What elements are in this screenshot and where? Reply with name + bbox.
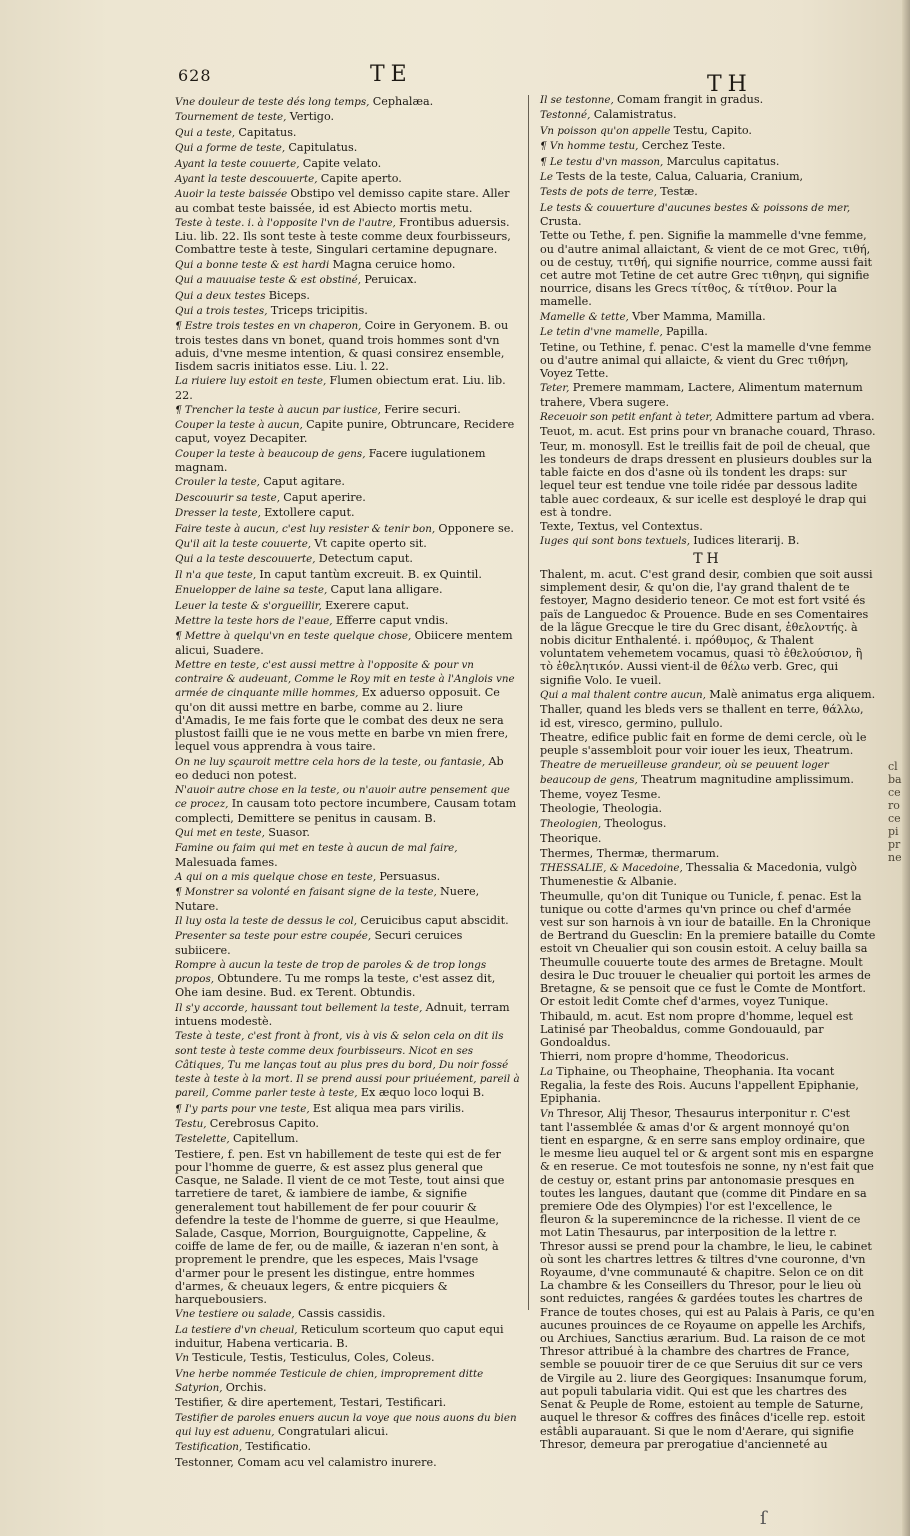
dictionary-entry <box>540 890 876 1009</box>
entry-latin: Theorique. <box>540 832 602 846</box>
entry-latin: Cephalæa. <box>372 95 434 108</box>
entry-french: Qui a mauuaise teste & est obstiné, <box>175 274 365 287</box>
dictionary-entry <box>540 310 876 324</box>
dictionary-entry <box>540 440 876 519</box>
dictionary-entry <box>540 861 876 888</box>
entry-latin: Facere iugulationem magnam. <box>175 446 486 475</box>
dictionary-entry <box>175 1367 520 1395</box>
entry-french: Qu'il ait la teste couuerte, <box>175 538 315 551</box>
entry-latin: Testu, Capito. <box>673 123 752 137</box>
entry-french: Faire teste à aucun, c'est luy resister & tenir bon, <box>175 522 439 535</box>
entry-latin: Testiere, f. pen. Est vn habillement de teste qui est de fer pour l'homme de guerre, & est assez plus general que Casque, ne Salade. Il vient de ce mot Teste, tout ainsi que tarretiere de taret, & iambiere de iambe, & signifie generalement tout habillement de fer pour couurir & defendre la teste de l'homme de guerre, si que Heaulme, Salade, Casque, Morrion, Bourguignotte, Cappeline, & coiffe de lame de fer, ou de maille, & iazeran n'en sont, à proprement le prendre, que les especes, Mais l'vsage d'armer pour le present les distingue, entre hommes d'armes, & cheuaux legers, & entre picquiers & harquebousiers. <box>175 1147 505 1306</box>
entry-french: ¶ Mettre à quelqu'vn en teste quelque chose, <box>175 630 415 643</box>
entry-french: N'auoir autre chose en la teste, ou n'auoir autre pensement que ce procez, <box>175 784 510 811</box>
dictionary-entry <box>175 1396 520 1409</box>
entry-latin: Tiphaine, ou Theophaine, Theophania. Ita vocant Regalia, la feste des Rois. Aucuns l'appellent Epiphanie, Epiphania. <box>540 1064 859 1106</box>
entry-latin: Nuere, Nutare. <box>175 885 480 913</box>
entry-latin: Theme, voyez Tesme. <box>540 788 661 802</box>
entry-french: Famine ou faim qui met en teste à aucun de mal faire, <box>175 842 458 855</box>
dictionary-entry <box>540 425 876 438</box>
dictionary-entry <box>540 802 876 815</box>
entry-french: Qui met en teste, <box>175 826 269 839</box>
entry-french: Teter, <box>540 382 573 395</box>
dictionary-entry <box>175 319 520 373</box>
entry-latin: Thermes, Thermæ, thermarum. <box>540 846 720 860</box>
dictionary-entry <box>540 341 876 381</box>
entry-french: Couper la teste à beaucoup de gens, <box>175 447 369 460</box>
entry-french: Ayant la teste descouuerte, <box>175 172 321 185</box>
dictionary-entry <box>175 1351 520 1365</box>
entry-latin: Cerchez Teste. <box>641 139 726 153</box>
dictionary-entry <box>175 1148 520 1306</box>
entry-latin: Ferire securi. <box>384 402 461 416</box>
entry-french: Mamelle & tette, <box>540 310 633 323</box>
section-heading: TH <box>693 550 723 567</box>
dictionary-entry <box>175 614 520 628</box>
right-column <box>540 93 876 1452</box>
entry-french: Dresser la teste, <box>175 507 265 520</box>
dictionary-entry <box>175 1029 520 1100</box>
entry-latin: Coire in Geryonem. B. ou trois testes dans vn bonet, quand trois hommes sont d'vn aduis, d'vne mesme intention, & quasi consirez ensemble, Iisdem sacris initiatos esse. Liu. l. 22. <box>175 319 509 373</box>
entry-latin: Testificatio. <box>245 1440 312 1454</box>
entry-latin: Biceps. <box>268 288 310 302</box>
dictionary-entry <box>175 537 520 551</box>
entry-french: ¶ Le testu d'vn masson, <box>540 155 667 168</box>
entry-latin: In caput tantùm excreuit. B. ex Quintil. <box>259 567 482 581</box>
dictionary-entry <box>175 95 520 109</box>
entry-latin: Ex aduerso opposuit. Ce qu'on dit aussi mettre en barbe, comme au 2. liure d'Amadis, Ie me fais forte que le combat des deux ne sera plustost failli que ie ne vous mette en barbe vn mien frere, lequel vous apprendra à vous taire. <box>175 686 509 754</box>
entry-french: Mettre la teste hors de l'eaue, <box>175 614 336 627</box>
entry-french: Testonné, <box>540 109 594 122</box>
entry-french: Descouurir sa teste, <box>175 491 284 504</box>
dictionary-entry <box>175 841 520 868</box>
entry-latin: Efferre caput vndis. <box>335 613 449 627</box>
entry-latin: Capite aperto. <box>320 171 402 185</box>
entry-latin: Vber Mamma, Mamilla. <box>632 309 766 323</box>
dictionary-entry <box>175 552 520 566</box>
entry-latin: Thessalia & Macedonia, vulgò Thumenestie & Albanie. <box>540 861 857 889</box>
entry-french: La riuiere luy estoit en teste, <box>175 375 330 388</box>
entry-french: Teste à teste. i. à l'opposite l'vn de l'autre, <box>175 216 400 229</box>
dictionary-entry <box>540 108 876 122</box>
entry-latin: Premere mammam, Lactere, Alimentum maternum trahere, Vbera sugere. <box>540 381 863 409</box>
entry-french: Theatre de merueilleuse grandeur, où se peuuent loger beaucoup de gens, <box>540 759 829 786</box>
entry-french: ¶ Trencher la teste à aucun par iustice, <box>175 403 385 416</box>
dictionary-entry <box>175 522 520 536</box>
dictionary-entry <box>175 447 520 474</box>
dictionary-entry <box>175 157 520 171</box>
entry-latin: Thaller, quand les bleds vers se thallent en terre, θάλλω, id est, viresco, germino, pullulo. <box>540 703 864 730</box>
dictionary-entry <box>540 534 876 548</box>
entry-latin: Caput agitare. <box>263 475 345 489</box>
entry-french: ¶ Vn homme testu, <box>540 140 642 153</box>
entry-french: Rompre à aucun la teste de trop de paroles & de trop longs propos, <box>175 958 487 986</box>
dictionary-entry <box>175 658 520 753</box>
dictionary-entry <box>540 1010 876 1050</box>
entry-latin: Theologus. <box>604 816 667 830</box>
entry-french: Leuer la teste & s'orgueillir, <box>175 599 326 612</box>
dictionary-entry <box>540 788 876 801</box>
dictionary-entry <box>540 758 876 786</box>
dictionary-entry <box>540 381 876 408</box>
entry-french: Enuelopper de laine sa teste, <box>175 584 331 597</box>
entry-latin: Theatre, edifice public fait en forme de demi cercle, où le peuple s'assembloit pour voir iouer les ieux, Theatrum. <box>540 730 867 758</box>
entry-french: La <box>540 1065 557 1078</box>
dictionary-entry <box>175 1117 520 1131</box>
dictionary-entry <box>540 201 876 228</box>
dictionary-entry <box>175 141 520 155</box>
entry-latin: Malesuada fames. <box>175 855 278 869</box>
dictionary-entry <box>175 870 520 884</box>
entry-french: Ayant la teste couuerte, <box>175 157 303 170</box>
dictionary-entry <box>175 475 520 489</box>
dictionary-entry <box>175 418 520 445</box>
entry-french: Testelette, <box>175 1133 233 1146</box>
dictionary-entry <box>540 688 876 702</box>
dictionary-entry <box>175 374 520 401</box>
dictionary-entry <box>540 170 876 184</box>
entry-french: Vn <box>540 1107 558 1120</box>
entry-french: Presenter sa teste pour estre coupée, <box>175 930 375 943</box>
dictionary-entry <box>540 93 876 107</box>
dictionary-entry <box>175 304 520 318</box>
dictionary-entry <box>540 703 876 729</box>
entry-latin: Vt capite operto sit. <box>314 537 427 551</box>
entry-latin: Flumen obiectum erat. Liu. lib. 22. <box>175 374 506 402</box>
entry-latin: Triceps tricipitis. <box>270 303 368 317</box>
dictionary-entry <box>175 885 520 912</box>
entry-french: Vn poisson qu'on appelle <box>540 124 674 137</box>
dictionary-entry <box>175 914 520 928</box>
entry-latin: Comam frangit in gradus. <box>617 93 764 106</box>
dictionary-entry <box>540 847 876 860</box>
entry-latin: Caput aperire. <box>283 490 366 504</box>
entry-french: Il n'a que teste, <box>175 568 260 581</box>
entry-latin: Obstipo vel demisso capite stare. Aller au combat teste baissée, id est Abiecto mortis metu. <box>175 187 510 215</box>
dictionary-entry <box>175 755 520 782</box>
entry-latin: Capitellum. <box>232 1132 299 1146</box>
entry-french: Tests de pots de terre, <box>540 186 661 199</box>
dictionary-entry <box>540 325 876 339</box>
entry-french: ¶ I'y parts pour vne teste, <box>175 1102 313 1115</box>
dictionary-entry <box>540 520 876 533</box>
dictionary-entry <box>175 258 520 272</box>
entry-latin: Orchis. <box>225 1380 267 1394</box>
dictionary-entry <box>175 1323 520 1350</box>
entry-latin: Peruicax. <box>364 273 417 287</box>
entry-latin: Teur, m. monosyll. Est le treillis fait de poil de cheual, que les tondeurs de draps dressent en plusieurs doubles sur la table faicte en dos d'asne où ils tondent les draps: sur lequel teur est tendue vne toile ridée par dessous ladite table auec cordeaux, & sur icelle est desployé le drap qui est à tondre. <box>540 439 873 519</box>
entry-latin: Marculus capitatus. <box>666 154 780 168</box>
entry-french: Le tests & couuerture d'aucunes bestes & poissons de mer, <box>540 201 851 214</box>
entry-french: Il luy osta la teste de dessus le col, <box>175 914 361 927</box>
entry-french: ¶ Estre trois testes en vn chaperon, <box>175 320 365 333</box>
entry-latin: Frontibus aduersis. Liu. lib. 22. Ils sont teste à teste comme deux fourbisseurs, Combattre teste à teste, Singulari certamine depugnare. <box>175 215 511 257</box>
page-edge-shadow <box>902 0 910 1536</box>
entry-latin: Cassis cassidis. <box>297 1307 386 1321</box>
entry-latin: Theatrum magnitudine amplissimum. <box>641 772 854 786</box>
dictionary-entry <box>540 1050 876 1063</box>
dictionary-entry <box>175 929 520 956</box>
entry-latin: Theumulle, qu'on dit Tunique ou Tunicle, f. penac. Est la tunique ou cotte d'armes qu'vn prince ou chef d'armée vest sur son harnois à vn iour de bataille. En la Chronique de Bertrand du Guesclin: En la premiere bataille du Comte estoit vn Cheualier qui son cousin estoit. A celuy bailla sa Theumulle couuerte toute des armes de Bretagne. Moult desira le Duc trouuer le cheualier qui portoit les armes de Bretagne, & se pensoit que ce fust le Comte de Montfort. Or estoit ledit Comte chef d'armes, voyez Tunique. <box>540 889 876 1009</box>
entry-latin: Malè animatus erga aliquem. <box>709 687 876 701</box>
dictionary-entry <box>175 583 520 597</box>
dictionary-entry <box>175 126 520 140</box>
entry-latin: Reticulum scorteum quo caput equi induitur, Habena verticaria. B. <box>175 1322 504 1350</box>
entry-french: Theologien, <box>540 817 605 830</box>
entry-latin: Ex æquo loco loqui B. <box>360 1086 485 1100</box>
entry-french: Testification, <box>175 1441 246 1454</box>
dictionary-entry <box>175 1102 520 1116</box>
left-column <box>175 95 520 1470</box>
entry-latin: Cerebrosus Capito. <box>209 1116 319 1130</box>
entry-latin: Calamistratus. <box>593 108 677 122</box>
entry-french: Crouler la teste, <box>175 476 264 489</box>
entry-latin: Vertigo. <box>289 110 335 124</box>
dictionary-entry <box>175 506 520 520</box>
column-rule <box>528 95 529 1310</box>
dictionary-entry <box>175 289 520 303</box>
page-number: 628 <box>178 66 212 85</box>
entry-latin: Est aliqua mea pars virilis. <box>312 1101 465 1115</box>
entry-latin: Admittere partum ad vbera. <box>715 409 875 423</box>
entry-latin: Thalent, m. acut. C'est grand desir, combien que soit aussi simplement desir, & qu'on die, l'ay grand thalent de te festoyer, Magno desiderio teneor. Ce mot est fort vsité és païs de Languedoc & Prouence. Bude en ses Comentaires de la lãgue Grecque le tire du Grec disant, ἐθελοντής. à nobis dicitur Enthalenté. i. πρόθυμος, & Thalent voluntatem vehemetem vocamus, quasi τὸ ἐθελούσιον, ἢ τὸ ἐθελητικόν. Aussi vient-il de θέλω verb. Grec, qui signifie Volo. Ie vueil. <box>540 567 873 687</box>
dictionary-entry <box>175 273 520 287</box>
entry-latin: Thierri, nom propre d'homme, Theodoricus. <box>540 1050 790 1064</box>
entry-latin: Thresor, Alij Thesor, Thesaurus interponitur r. C'est tant l'assemblée & amas d'or & argent monnoyé qu'on tient en espargne, & en serre sans employ ordinaire, que le mesme lieu auquel tel or & argent sont mis en espargne & en reserue. Ce mot toutesfois ne sonne, ny n'est fait que de cestuy or, estant prins par antonomasie presques en toutes les langues, dautant que (comme dit Pindare en sa premiere Ode des Olympies) l'or est l'excellence, le fleuron & la superemincnce de la richesse. Il vient de ce mot Latin Thesaurus, par interposition de la lettre r. Thresor aussi se prend pour la chambre, le lieu, le cabinet où sont les chartres lettres & tiltres d'vne couronne, d'vn Royaume, d'vne communauté & chapitre. Selon ce on dit La chambre & les Conseillers du Thresor, pour le lieu où sont reduictes, rangées & gardées toutes les chartres de France de toutes choses, qui est au Palais à Paris, ce qu'en aucunes prouinces de ce Royaume on appelle les Archifs, ou Archiues, Sanctius ærarium. Bud. La raison de ce mot Thresor attribué à la chambre des chartres de France, semble se pouuoir tirer de ce que Seruius dit sur ce vers de Virgile au 2. liure des Georgiques: Insanumque forum, aut populi tabularia vidit. Qui est que les chartres des Senat & Peuple de Rome, estoient au temple de Saturne, auquel le thresor & coffres des finâces d'icelle rep. estoit estâbli auparauant. Si que le nom d'Aerare, qui signifie Thresor, demeura par prerogatiue d'ancienneté au <box>540 1106 875 1451</box>
dictionary-entry <box>175 1456 520 1469</box>
dictionary-entry <box>175 1440 520 1454</box>
entry-french: Testu, <box>175 1117 210 1130</box>
entry-french: Vne douleur de teste dés long temps, <box>175 96 373 108</box>
entry-latin: Adnuit, terram intuens modestè. <box>175 1000 510 1028</box>
dictionary-entry <box>540 1065 876 1106</box>
entry-french: Couper la teste à aucun, <box>175 419 307 432</box>
dictionary-entry <box>540 229 876 308</box>
entry-french: Il se testonne, <box>540 94 618 106</box>
dictionary-entry <box>175 599 520 613</box>
entry-french: Iuges qui sont bons textuels, <box>540 535 694 548</box>
entry-french: Auoir la teste baissée <box>175 188 291 201</box>
entry-french: Qui a mal thalent contre aucun, <box>540 688 710 701</box>
entry-latin: Teuot, m. acut. Est prins pour vn branache couard, Thraso. <box>540 425 876 439</box>
entry-latin: Iudices literarij. B. <box>693 534 800 548</box>
page-header <box>0 62 910 97</box>
dictionary-entry <box>175 1001 520 1028</box>
right-running-head: TH <box>707 72 753 97</box>
entry-latin: Testifier, & dire apertement, Testari, Testificari. <box>175 1396 447 1410</box>
entry-latin: Opponere se. <box>438 521 514 535</box>
entry-french: Mettre en teste, c'est aussi mettre à l'opposite & pour vn contraire & audeuant, Comme le Roy mit en teste à l'Anglois vne armée de cinquante mille hommes, <box>175 658 515 700</box>
entry-latin: Texte, Textus, vel Contextus. <box>540 520 703 534</box>
entry-latin: Extollere caput. <box>264 506 355 520</box>
dictionary-entry <box>540 731 876 757</box>
entry-latin: Crusta. <box>540 214 582 228</box>
dictionary-entry <box>175 958 520 1000</box>
dictionary-entry <box>175 1307 520 1321</box>
entry-french: Qui a deux testes <box>175 289 269 302</box>
entry-latin: Testicule, Testis, Testiculus, Coles, Coleus. <box>192 1351 435 1365</box>
entry-latin: Thibauld, m. acut. Est nom propre d'homme, lequel est Latinisé par Theobaldus, comme Gondouauld, par Gondoaldus. <box>540 1009 853 1050</box>
dictionary-entry <box>540 568 876 687</box>
dictionary-entry <box>175 403 520 417</box>
entry-latin: Testæ. <box>660 185 698 199</box>
entry-latin: Capite velato. <box>302 156 382 170</box>
entry-latin: Tetine, ou Tethine, f. penac. C'est la mamelle d'vne femme ou d'autre animal qui allaicte, & vient du Grec τιθήνη, Voyez Tette. <box>540 340 872 380</box>
left-running-head: TE <box>370 62 413 87</box>
entry-french: THESSALIE, & Macedoine, <box>540 862 687 875</box>
dictionary-entry <box>175 1132 520 1146</box>
entry-latin: Obiicere mentem alicui, Suadere. <box>175 629 513 657</box>
entry-latin: Capite punire, Obtruncare, Recidere caput, voyez Decapiter. <box>175 418 515 446</box>
dictionary-entry <box>175 629 520 656</box>
entry-french: Teste à teste, c'est front à front, vis à vis & selon cela on dit ils sont teste à teste comme deux fourbisseurs. Nicot en ses Câtiques, Tu me lanças tout au plus pres du bord, Du noir fossé teste à teste à la mort. Il se prend aussi pour priuéement, pareil à pareil, Comme parler teste à teste, <box>175 1030 520 1100</box>
entry-french: Il s'y accorde, haussant tout bellement la teste, <box>175 1001 426 1014</box>
entry-french: On ne luy sçauroit mettre cela hors de la teste, ou fantasie, <box>175 755 489 768</box>
entry-french: ¶ Monstrer sa volonté en faisant signe de la teste, <box>175 886 441 899</box>
entry-french: Vne testiere ou salade, <box>175 1308 298 1321</box>
dictionary-entry <box>175 783 520 825</box>
dictionary-entry <box>540 410 876 424</box>
dictionary-entry <box>540 832 876 845</box>
entry-french: Qui a teste, <box>175 126 239 139</box>
entry-latin: Congratulari alicui. <box>277 1424 389 1438</box>
dictionary-entry <box>175 1411 520 1439</box>
dictionary-entry <box>540 124 876 138</box>
entry-latin: Caput lana alligare. <box>330 583 443 597</box>
entry-french: Vne herbe nommée Testicule de chien, improprement ditte Satyrion, <box>175 1367 484 1394</box>
dictionary-entry <box>175 826 520 840</box>
ink-mark: ſ <box>760 1508 767 1529</box>
dictionary-entry <box>175 216 520 257</box>
entry-french: Qui a bonne teste & est hardi <box>175 258 333 271</box>
entry-latin: Detectum caput. <box>318 552 413 566</box>
entry-french: Vn <box>175 1352 193 1365</box>
entry-latin: In causam toto pectore incumbere, Causam totam complecti, Demittere se penitus in causam. B. <box>175 797 517 825</box>
dictionary-entry <box>540 817 876 831</box>
entry-latin: Ceruicibus caput abscidit. <box>360 913 509 927</box>
entry-french: Qui a la teste descouuerte, <box>175 553 319 566</box>
entry-latin: Obtundere. Tu me romps la teste, c'est assez dit, Ohe iam desine. Bud. ex Terent. Obtundis. <box>175 972 496 1000</box>
entry-latin: Securi ceruices subiicere. <box>175 929 463 957</box>
entry-latin: Tests de la teste, Calua, Caluaria, Cranium, <box>556 169 804 183</box>
entry-french: Testifier de paroles enuers aucun la voye que nous auons du bien qui luy est aduenu, <box>175 1411 517 1438</box>
entry-latin: Ab eo deduci non potest. <box>175 754 504 782</box>
entry-french: Qui a trois testes, <box>175 304 271 317</box>
entry-french: Tournement de teste, <box>175 111 290 124</box>
entry-latin: Papilla. <box>666 325 708 339</box>
dictionary-entry <box>540 139 876 153</box>
entry-latin: Theologie, Theologia. <box>540 802 663 816</box>
entry-french: Le tetin d'vne mamelle, <box>540 326 666 339</box>
dictionary-entry <box>175 172 520 186</box>
dictionary-entry <box>175 491 520 505</box>
entry-latin: Tette ou Tethe, f. pen. Signifie la mammelle d'vne femme, ou d'autre animal allaictant, & vient de ce mot Grec, τιθή, ou de cestuy, τιτθή, qui signifie nourrice, comme aussi fait cet autre mot Tetine de cet autre Grec τιθηνη, qui signifie nourrice, disans les Grecs τίτθος, & τίτθιον. Pour la mamelle. <box>540 229 873 309</box>
dictionary-entry <box>175 187 520 214</box>
entry-latin: Capitatus. <box>238 125 297 139</box>
entry-french: Qui a forme de teste, <box>175 142 289 155</box>
entry-french: Receuoir son petit enfant à teter, <box>540 410 716 423</box>
entry-french: A qui on a mis quelque chose en teste, <box>175 870 380 883</box>
dictionary-entry <box>540 155 876 169</box>
entry-latin: Testonner, Comam acu vel calamistro inurere. <box>175 1455 437 1469</box>
entry-latin: Exerere caput. <box>325 598 410 612</box>
entry-latin: Persuasus. <box>379 869 441 883</box>
entry-latin: Capitulatus. <box>288 141 358 155</box>
dictionary-entry <box>175 568 520 582</box>
entry-french: Le <box>540 170 557 183</box>
entry-latin: Magna ceruice homo. <box>332 257 456 271</box>
entry-french: La testiere d'vn cheual, <box>175 1323 301 1336</box>
entry-latin: Suasor. <box>268 825 310 839</box>
dictionary-entry <box>540 1107 876 1451</box>
dictionary-entry <box>175 110 520 124</box>
dictionary-entry <box>540 185 876 199</box>
adjacent-page-fragment: cl ba ce ro ce pi pr ne <box>888 760 902 864</box>
